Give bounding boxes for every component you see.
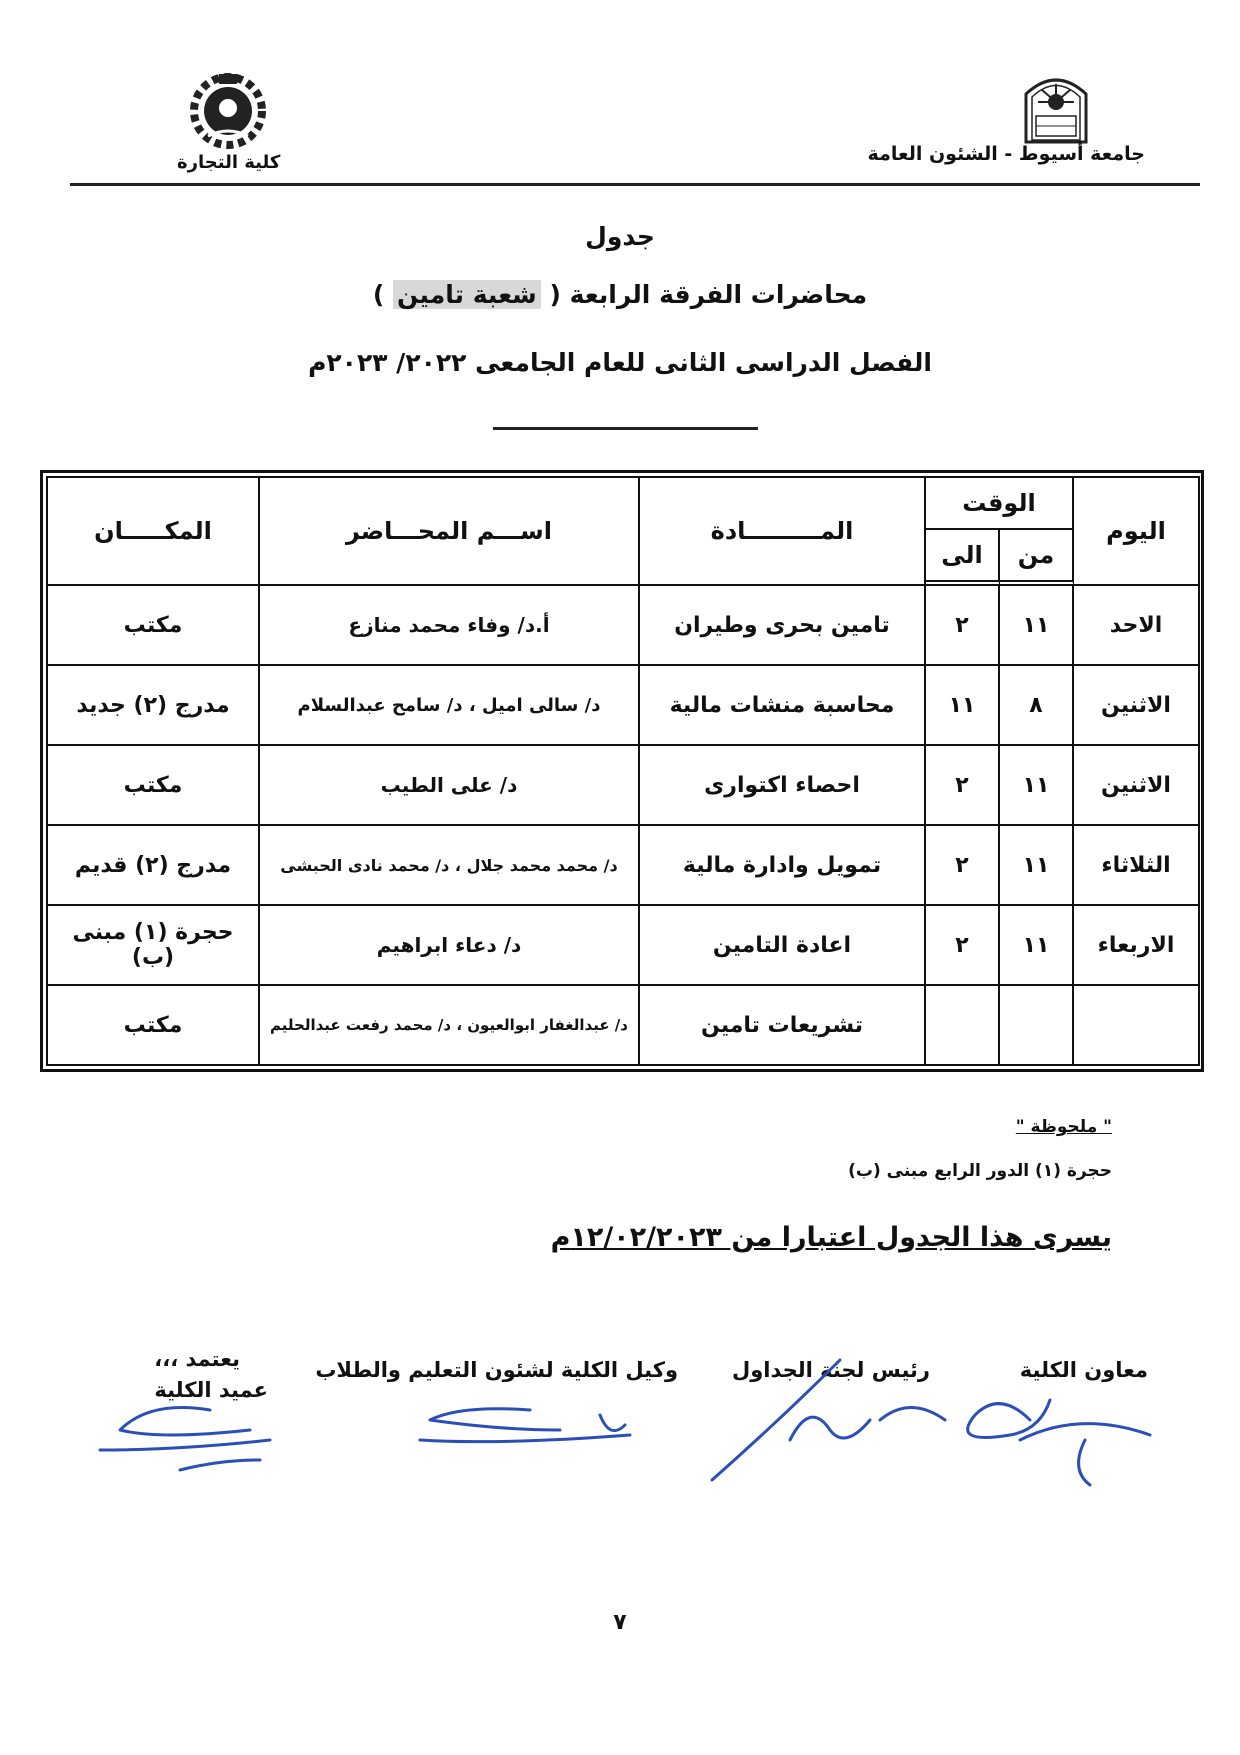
header-place: المكـــــان xyxy=(48,478,260,586)
cell-subject: اعادة التامين xyxy=(640,906,926,986)
university-logo xyxy=(1012,72,1100,144)
effective-date: يسرى هذا الجدول اعتبارا من ١٢/٠٢/٢٠٢٣م xyxy=(550,1222,1112,1253)
cell-place: حجرة (١) مبنى (ب) xyxy=(48,906,260,986)
cell-day: الاثنين xyxy=(1074,746,1200,826)
cell-from xyxy=(1000,986,1074,1066)
header-to: الى xyxy=(926,530,1000,586)
cell-to xyxy=(926,986,1000,1066)
cell-place: مدرج (٢) جديد xyxy=(48,666,260,746)
faculty-name: كلية التجارة xyxy=(177,152,281,173)
cell-day: الثلاثاء xyxy=(1074,826,1200,906)
note-heading: " ملحوظة " xyxy=(1015,1117,1112,1137)
university-name: جامعة أسيوط - الشئون العامة xyxy=(867,143,1145,165)
cell-day: الاحد xyxy=(1074,586,1200,666)
signature-vice-dean-education xyxy=(420,1409,630,1442)
table-row xyxy=(48,906,1200,986)
cell-subject: تمويل وادارة مالية xyxy=(640,826,926,906)
subtitle-highlight: شعبة تامين xyxy=(393,280,541,309)
page-number: ٧ xyxy=(613,1610,627,1635)
cell-lecturer: د/ دعاء ابراهيم xyxy=(260,906,640,986)
cell-lecturer: د/ عبدالغفار ابوالعيون ، د/ محمد رفعت عبدالحليم xyxy=(260,986,640,1066)
cell-day: الاربعاء xyxy=(1074,906,1200,986)
signature-vice-dean xyxy=(968,1400,1150,1485)
header-day: اليوم xyxy=(1074,478,1200,586)
cell-from: ١١ xyxy=(1000,586,1074,666)
cell-to: ١١ xyxy=(926,666,1000,746)
cell-to: ٢ xyxy=(926,586,1000,666)
cell-to: ٢ xyxy=(926,746,1000,826)
cell-subject: تشريعات تامين xyxy=(640,986,926,1066)
signature-title-vice-dean: معاون الكلية xyxy=(1019,1358,1148,1382)
table-row xyxy=(48,586,1200,666)
cell-subject: تامين بحرى وطيران xyxy=(640,586,926,666)
signature-title-committee-head: رئيس لجنة الجداول xyxy=(731,1358,930,1382)
cell-day xyxy=(1074,986,1200,1066)
cell-lecturer: أ.د/ وفاء محمد منازع xyxy=(260,586,640,666)
signature-title-vice-dean-education: وكيل الكلية لشئون التعليم والطلاب xyxy=(315,1358,678,1382)
header-from: من xyxy=(1000,530,1074,586)
title-rule xyxy=(493,427,758,430)
schedule-table xyxy=(46,476,1200,1066)
cell-to: ٢ xyxy=(926,906,1000,986)
cell-place: مكتب xyxy=(48,586,260,666)
table-row xyxy=(48,826,1200,906)
table-row xyxy=(48,746,1200,826)
semester-line: الفصل الدراسى الثانى للعام الجامعى ٢٠٢٢/ ٢٠٢٣م xyxy=(308,348,932,377)
document-title: جدول xyxy=(585,222,655,251)
header-subject: المـــــــــادة xyxy=(640,478,926,586)
signature-dean xyxy=(100,1408,270,1471)
cell-lecturer: د/ على الطيب xyxy=(260,746,640,826)
header-rule xyxy=(70,183,1200,186)
faculty-logo xyxy=(178,66,278,156)
cell-from: ١١ xyxy=(1000,746,1074,826)
cell-subject: محاسبة منشات مالية xyxy=(640,666,926,746)
header-time: الوقت xyxy=(926,478,1074,530)
cell-day: الاثنين xyxy=(1074,666,1200,746)
approval-label: يعتمد ،،، xyxy=(154,1347,240,1371)
subtitle-prefix: محاضرات الفرقة الرابعة ( xyxy=(549,280,868,309)
cell-place: مكتب xyxy=(48,746,260,826)
document-subtitle xyxy=(0,280,1240,309)
table-row xyxy=(48,666,1200,746)
cell-place: مدرج (٢) قديم xyxy=(48,826,260,906)
cell-from: ١١ xyxy=(1000,826,1074,906)
cell-from: ١١ xyxy=(1000,906,1074,986)
cell-lecturer: د/ محمد محمد جلال ، د/ محمد نادى الحبشى xyxy=(260,826,640,906)
cell-place: مكتب xyxy=(48,986,260,1066)
cell-to: ٢ xyxy=(926,826,1000,906)
subtitle-suffix: ) xyxy=(372,280,385,309)
cell-from: ٨ xyxy=(1000,666,1074,746)
cell-lecturer: د/ سالى اميل ، د/ سامح عبدالسلام xyxy=(260,666,640,746)
table-row xyxy=(48,986,1200,1066)
signature-title-dean: عميد الكلية xyxy=(154,1378,268,1402)
note-text: حجرة (١) الدور الرابع مبنى (ب) xyxy=(848,1161,1112,1181)
header-lecturer: اســـم المحـــاضر xyxy=(260,478,640,586)
cell-subject: احصاء اكتوارى xyxy=(640,746,926,826)
